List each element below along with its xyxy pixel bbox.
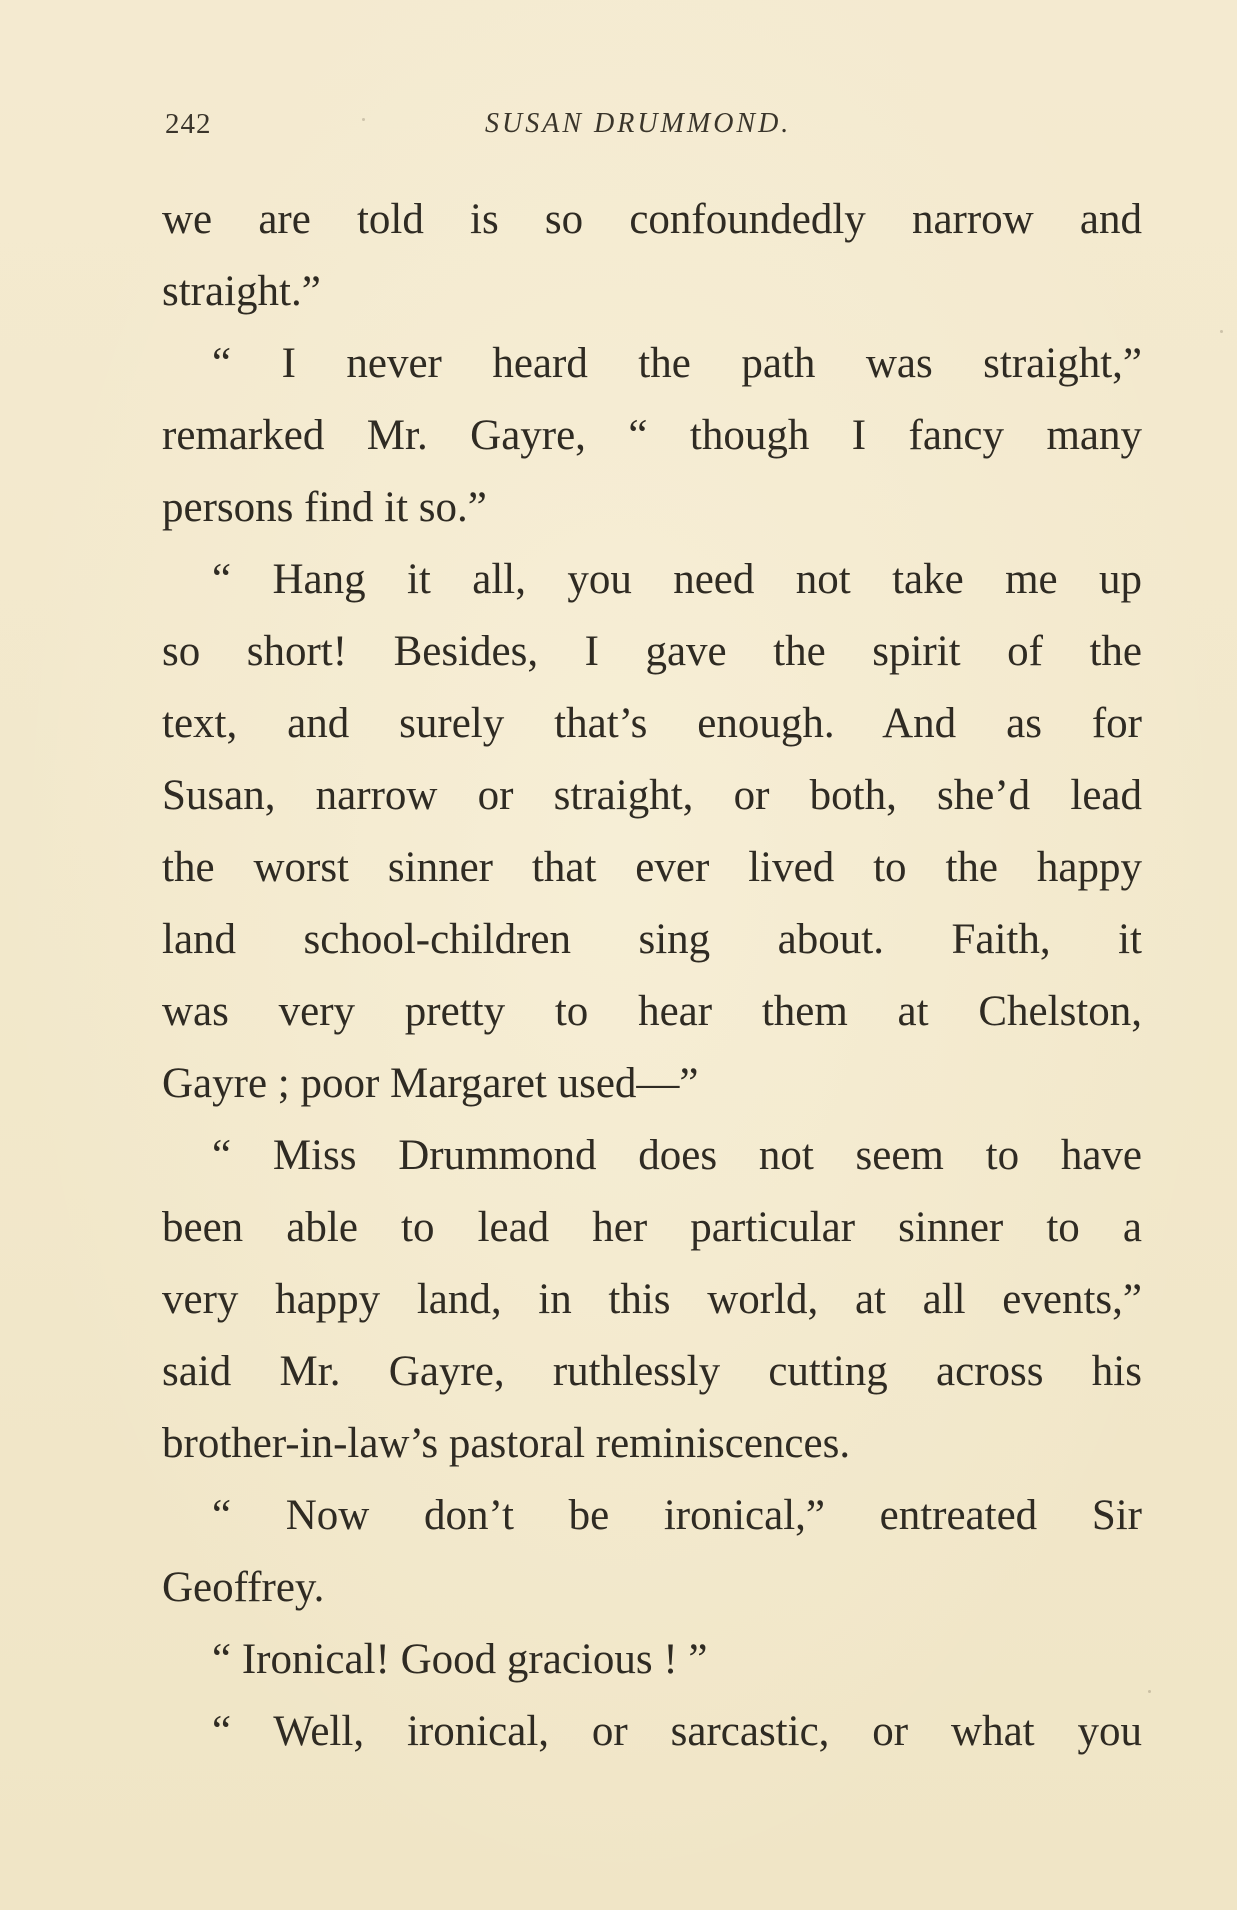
body-text — [162, 184, 1142, 1768]
text-line: so short! Besides, I gave the spirit of the — [162, 628, 1142, 675]
text-line: very happy land, in this world, at all events,” — [162, 1276, 1142, 1323]
text-line: “ Miss Drummond does not seem to have — [212, 1132, 1142, 1179]
text-line: “ Now don’t be ironical,” entreated Sir — [212, 1492, 1142, 1539]
text-line: “ Ironical! Good gracious ! ” — [212, 1636, 708, 1683]
text-line: been able to lead her particular sinner to a — [162, 1204, 1142, 1251]
paper-speck — [362, 118, 365, 121]
text-line: we are told is so confoundedly narrow and — [162, 196, 1142, 243]
text-line: “ I never heard the path was straight,” — [212, 340, 1142, 387]
page-header — [165, 108, 1145, 152]
text-line: straight.” — [162, 268, 321, 315]
text-line: “ Well, ironical, or sarcastic, or what you — [212, 1708, 1142, 1755]
text-line: said Mr. Gayre, ruthlessly cutting across his — [162, 1348, 1142, 1395]
text-line: “ Hang it all, you need not take me up — [212, 556, 1142, 603]
text-line: remarked Mr. Gayre, “ though I fancy many — [162, 412, 1142, 459]
paper-speck — [1220, 330, 1223, 333]
text-line: brother-in-law’s pastoral reminiscences. — [162, 1420, 851, 1467]
text-line: land school-children sing about. Faith, it — [162, 916, 1142, 963]
text-line: Susan, narrow or straight, or both, she’d lead — [162, 772, 1142, 819]
running-title: SUSAN DRUMMOND. — [485, 108, 792, 139]
text-line: was very pretty to hear them at Chelston, — [162, 988, 1142, 1035]
text-line: the worst sinner that ever lived to the happy — [162, 844, 1142, 891]
page-number: 242 — [165, 108, 212, 140]
paper-speck — [1148, 1690, 1151, 1693]
text-line: text, and surely that’s enough. And as for — [162, 700, 1142, 747]
text-line: Geoffrey. — [162, 1564, 325, 1611]
text-line: Gayre ; poor Margaret used—” — [162, 1060, 699, 1107]
text-line: persons find it so.” — [162, 484, 487, 531]
